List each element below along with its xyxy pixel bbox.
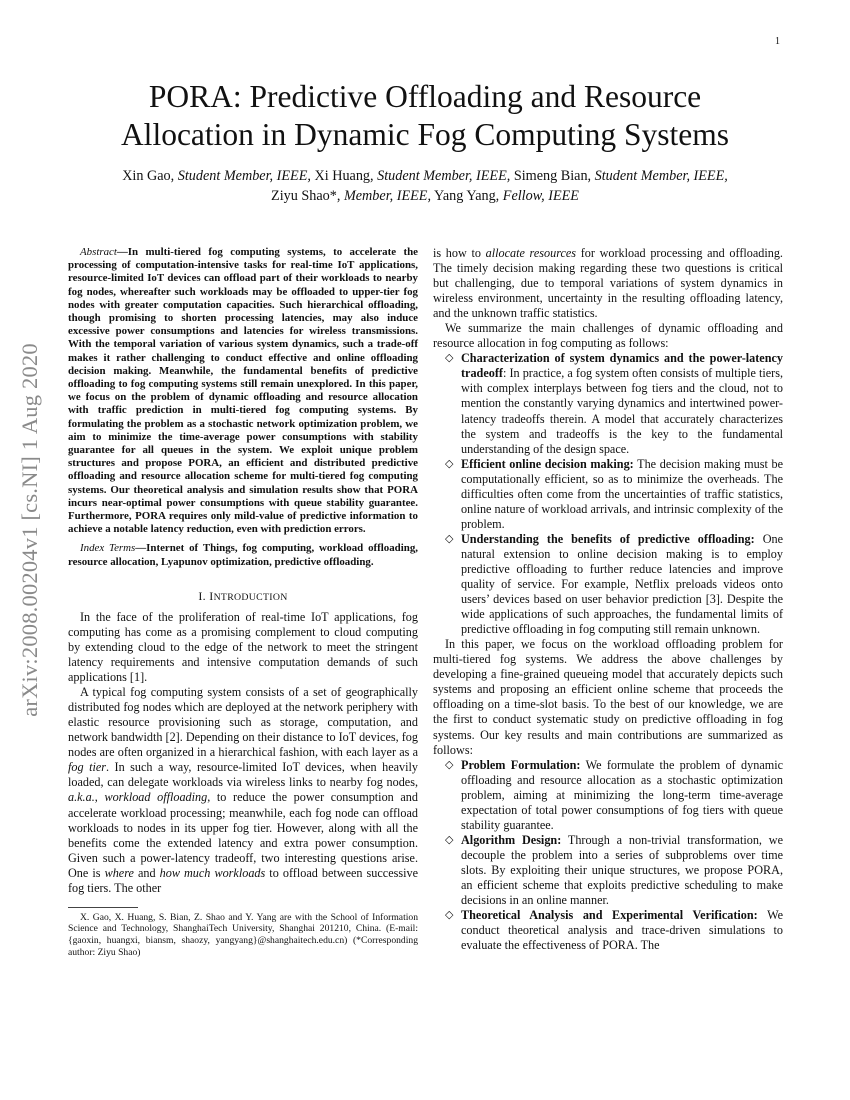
title-line-2: Allocation in Dynamic Fog Computing Systems <box>120 117 730 152</box>
diamond-bullet-icon: ◇ <box>445 758 454 771</box>
list-item <box>445 908 784 953</box>
text-run: A typical fog computing system consists of a set of geographically distributed fog nodes which are deployed at the network periphery with elastic resource provisioning such as storage, computation, and network bandwidth [2]. Depending on their distance to IoT devices, fog nodes are often organized in a hierarchical fashion, with each layer as a <box>68 685 418 760</box>
index-terms-label: Index Terms <box>80 542 136 555</box>
text-run: , <box>94 790 105 805</box>
author-role: Student Member, IEEE, <box>177 168 311 184</box>
paper-title <box>70 78 780 154</box>
diamond-bullet-icon: ◇ <box>445 833 454 846</box>
list-item-text: We formulate the problem of dynamic offloading and resource allocation as a stochastic optimization problem, aiming at minimizing the long-term time-average expectation of total power consumptions of fog tiers with queue stability guarantee. <box>461 757 784 832</box>
abstract-text: —In multi-tiered fog computing systems, to accelerate the processing of computation-intensive tasks for real-time IoT applications, resource-limited IoT devices can offload part of their workloads to nearby fog nodes, whereafter such workloads may be offloaded to upper-tier fog nodes with greater computation capacities. Such hierarchical offloading, though promising to shorten processing latencies, may also induce excessive power consumptions and latencies for wireless transmissions. With the temporal variation of various system dynamics, such a trade-off makes it rather challenging to conduct effective and online offloading decision making. Meanwhile, the fundamental benefits of predictive offloading to fog computing systems still remain unexplored. In this paper, we focus on the problem of dynamic offloading and resource allocation with traffic prediction in multi-tiered fog computing systems. By formulating the problem as a stochastic network optimization problem, we aim to minimize the time-average power consumptions with stability guarantee for all queues in the system. We exploit unique problem structures and propose PORA, an efficient and distributed predictive offloading and resource allocation scheme for multi-tiered fog computing systems. Our theoretical analysis and simulation results show that PORA incurs near-optimal power consumptions with queue stability guarantee. Furthermore, PORA requires only mild-value of predictive information to achieve a notable latency reduction, even with prediction errors. <box>68 246 418 536</box>
diamond-bullet-icon: ◇ <box>445 909 454 922</box>
footnote-rule <box>68 907 138 908</box>
right-paragraph-1 <box>433 246 783 321</box>
author-name: Simeng Bian, <box>510 168 595 184</box>
list-item-text: : In practice, a fog system often consists of multiple tiers, with complex interplays between fog tiers and the cloud, not to mention the constantly varying dynamics and intertwined power-latency tradeoffs therein. A model that accurately characterizes the system and tradeoffs is the key to the fundamental understanding of the design space. <box>461 366 783 456</box>
list-item <box>445 351 783 456</box>
text-run: , to reduce the power consumption and accelerate workload processing; meanwhile, each fog node can offload workloads to nodes in its upper fog tier. However, along with all the benefits come the extended latency and extra power consumption. Given such a power-latency tradeoff, two interesting questions arise. One is <box>68 790 418 880</box>
author-list <box>70 166 780 206</box>
diamond-bullet-icon: ◇ <box>445 352 454 365</box>
emphasis: a.k.a. <box>68 790 95 805</box>
list-item-heading: Problem Formulation: <box>461 757 581 772</box>
arxiv-identifier-text: arXiv:2008.00204v1 [cs.NI] 1 Aug 2020 <box>17 343 42 717</box>
section-title-rest: NTRODUCTION <box>213 591 288 603</box>
list-item <box>445 456 783 532</box>
author-role: Student Member, IEEE, <box>377 168 511 184</box>
text-run: and <box>133 865 160 880</box>
abstract-label: Abstract <box>80 246 117 258</box>
author-role: Member, IEEE, <box>343 188 432 204</box>
list-item-heading: Efficient online decision making: <box>461 456 634 471</box>
list-item-heading: Algorithm Design: <box>461 832 562 847</box>
emphasis: workload offloading <box>104 790 208 805</box>
list-item-heading: Understanding the benefits of predictive offloading: <box>461 531 755 546</box>
list-item-heading: Characterization of system dynamics and the power-latency tradeoff <box>461 351 783 381</box>
text-run: . In such a way, resource-limited IoT devices, when heavily loaded, can delegate workloads via wireless links to nearby fog nodes, <box>68 760 419 790</box>
right-column <box>433 246 783 953</box>
list-item-text: One natural extension to online decision making is to employ predictive offloading to further reduce latencies and improve quality of service. For example, Netflix preloads videos onto users’ devices based on user behavior prediction [3]. Despite the wide applications of such approaches, the fundamental limits of predictive offloading in fog computing still remain unknown. <box>461 531 783 637</box>
right-paragraph-2: We summarize the main challenges of dynamic offloading and resource allocation in fog computing as follows: <box>433 321 783 351</box>
emphasis: where <box>104 865 134 880</box>
author-name: Xi Huang, <box>310 168 378 184</box>
list-item-text: Through a non-trivial transformation, we decouple the problem into a series of subproblems over time slots. By exploiting their unique structures, we propose PORA, an efficient scheme that exploits predictive scheduling to make decisions in an online manner. <box>461 832 783 908</box>
list-item <box>445 757 784 833</box>
section-numeral: I. <box>198 588 210 603</box>
text-run: for workload processing and offloading. The timely decision making regarding these two questions is critical but challenging, due to temporal variations of system dynamics in wireless environment, uncertainty in the resulting offloading latency, and the unknown traffic statistics. <box>433 246 783 321</box>
author-name: Xin Gao, <box>122 168 178 184</box>
text-run: to offload between successive fog tiers. The other <box>68 865 418 895</box>
emphasis: fog tier <box>68 760 106 775</box>
author-role: Student Member, IEEE, <box>594 168 728 184</box>
diamond-bullet-icon: ◇ <box>445 532 454 545</box>
author-role: Fellow, IEEE <box>502 188 579 204</box>
section-title-initial: I <box>209 588 214 603</box>
list-item-heading: Theoretical Analysis and Experimental Verification: <box>461 908 758 923</box>
emphasis: allocate resources <box>485 246 577 260</box>
diamond-bullet-icon: ◇ <box>445 457 454 470</box>
index-terms-text: —Internet of Things, fog computing, workload offloading, resource allocation, Lyapunov optimization, predictive offloading. <box>68 542 418 568</box>
emphasis: how much workloads <box>159 865 266 880</box>
author-name: Yang Yang, <box>431 188 503 204</box>
author-name: Ziyu Shao*, <box>271 188 344 204</box>
title-line-1: PORA: Predictive Offloading and Resource <box>148 79 702 114</box>
left-column <box>68 246 418 958</box>
intro-paragraph-2 <box>68 685 418 896</box>
text-run: is how to <box>433 246 486 260</box>
list-item <box>445 832 783 908</box>
list-item-text: The decision making must be computationally efficient, so as to minimize the overheads. The difficulties often come from the uncertainties of traffic statistics, online nature of workload arrivals, and intrinsic complexity of the problem. <box>461 456 783 531</box>
index-terms <box>68 542 418 568</box>
list-item-text: We conduct theoretical analysis and trace-driven simulations to evaluate the effectiveness of PORA. The <box>461 908 784 953</box>
affiliation-footnote: X. Gao, X. Huang, S. Bian, Z. Shao and Y. Yang are with the School of Information Science and Technology, ShanghaiTech University, Shanghai 201210, China. (E-mail: {gaoxin, huangxi, biansm, shaozy, yangyang}@shanghaitech.edu.cn) (*Corresponding author: Ziyu Shao) <box>68 911 418 958</box>
arxiv-identifier-stamp <box>0 290 60 770</box>
intro-paragraph-1: In the face of the proliferation of real-time IoT applications, fog computing has come as a promising complement to cloud computing by extending cloud to the edge of the network to meet the stringent latency requirements and intensive computation demands of such applications [1]. <box>68 609 418 685</box>
right-paragraph-3: In this paper, we focus on the workload offloading problem for multi-tiered fog systems. We address the above challenges by developing a fine-grained queueing model that accurately depicts such systems and proposing an efficient online scheme that proceeds the offloading on a time-slot basis. To the best of our knowledge, we are the first to conduct systematic study on predictive offloading in fog systems. Our key results and main contributions are summarized as follows: <box>433 637 783 757</box>
section-heading-introduction <box>68 589 418 605</box>
challenges-list <box>433 351 783 637</box>
page-number: 1 <box>775 36 780 47</box>
contributions-list <box>433 758 783 954</box>
list-item <box>445 531 783 637</box>
abstract <box>68 246 418 536</box>
